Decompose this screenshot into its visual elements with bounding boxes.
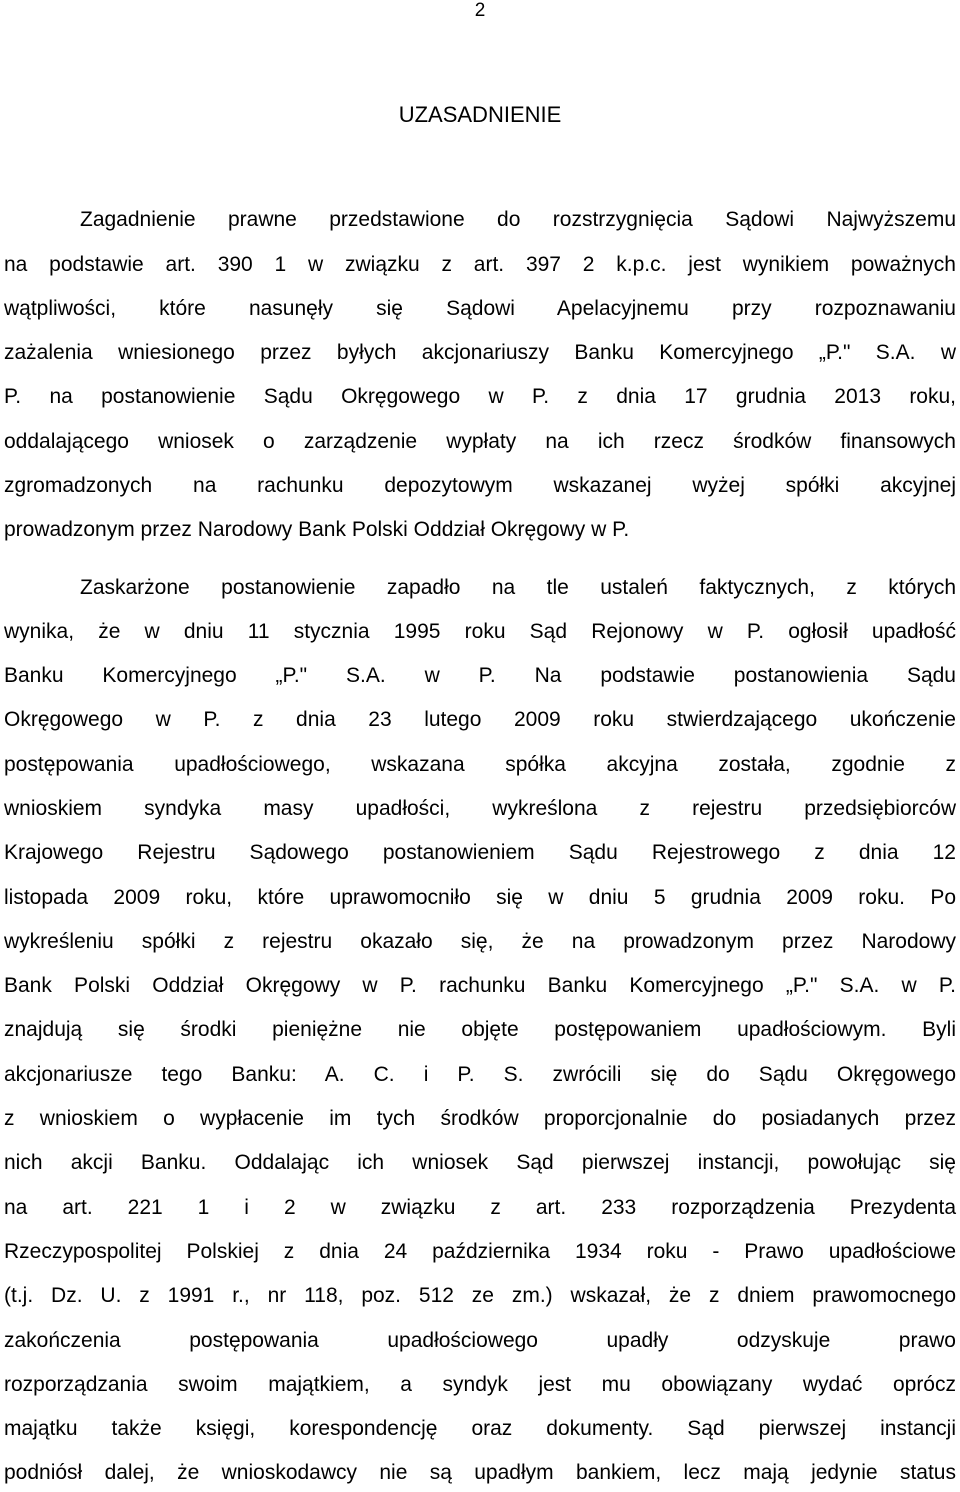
text-line: Okręgowego w P. z dnia 23 lutego 2009 roku stwierdzającego ukończenie	[4, 708, 956, 731]
text-line: na art. 221 1 i 2 w związku z art. 233 rozporządzenia Prezydenta	[4, 1196, 956, 1219]
page-number: 2	[474, 0, 486, 21]
text-line: P. na postanowienie Sądu Okręgowego w P. z dnia 17 grudnia 2013 roku,	[4, 385, 956, 408]
text-line: akcjonariusze tego Banku: A. C. i P. S. zwrócili się do Sądu Okręgowego	[4, 1063, 956, 1086]
text-line: z wnioskiem o wypłacenie im tych środków proporcjonalnie do posiadanych przez	[4, 1107, 956, 1130]
document-title: UZASADNIENIE	[398, 102, 562, 127]
text-line: Bank Polski Oddział Okręgowy w P. rachunku Banku Komercyjnego „P." S.A. w P.	[4, 974, 956, 997]
text-line: oddalającego wniosek o zarządzenie wypłaty na ich rzecz środków finansowych	[4, 430, 956, 453]
text-line: wątpliwości, które nasunęły się Sądowi Apelacyjnemu przy rozpoznawaniu	[4, 297, 956, 320]
text-line: (t.j. Dz. U. z 1991 r., nr 118, poz. 512 ze zm.) wskazał, że z dniem prawomocnego	[4, 1284, 956, 1307]
text-line: majątku także księgi, korespondencję oraz dokumenty. Sąd pierwszej instancji	[4, 1417, 956, 1440]
text-line: Zagadnienie prawne przedstawione do rozstrzygnięcia Sądowi Najwyższemu	[80, 208, 956, 231]
text-line: podniósł dalej, że wnioskodawcy nie są upadłym bankiem, lecz mają jedynie status	[4, 1461, 956, 1484]
text-line: Krajowego Rejestru Sądowego postanowieniem Sądu Rejestrowego z dnia 12	[4, 841, 956, 864]
text-line: zażalenia wniesionego przez byłych akcjonariuszy Banku Komercyjnego „P." S.A. w	[4, 341, 956, 364]
text-line: zgromadzonych na rachunku depozytowym wskazanej wyżej spółki akcyjnej	[4, 474, 956, 497]
text-line: postępowania upadłościowego, wskazana spółka akcyjna została, zgodnie z	[4, 753, 956, 776]
text-line: znajdują się środki pieniężne nie objęte postępowaniem upadłościowym. Byli	[4, 1018, 956, 1041]
text-line: Rzeczypospolitej Polskiej z dnia 24 października 1934 roku - Prawo upadłościowe	[4, 1240, 956, 1263]
text-line: zakończenia postępowania upadłościowego upadły odzyskuje prawo	[4, 1329, 956, 1352]
text-line: wynika, że w dniu 11 stycznia 1995 roku Sąd Rejonowy w P. ogłosił upadłość	[4, 620, 956, 643]
text-line: wykreśleniu spółki z rejestru okazało się, że na prowadzonym przez Narodowy	[4, 930, 956, 953]
text-line: prowadzonym przez Narodowy Bank Polski Oddział Okręgowy w P.	[4, 518, 630, 541]
text-line: nich akcji Banku. Oddalając ich wniosek Sąd pierwszej instancji, powołując się	[4, 1151, 956, 1174]
text-line: Zaskarżone postanowienie zapadło na tle ustaleń faktycznych, z których	[80, 576, 956, 599]
text-line: na podstawie art. 390 1 w związku z art. 397 2 k.p.c. jest wynikiem poważnych	[4, 253, 956, 276]
text-line: Banku Komercyjnego „P." S.A. w P. Na podstawie postanowienia Sądu	[4, 664, 956, 687]
text-line: wnioskiem syndyka masy upadłości, wykreślona z rejestru przedsiębiorców	[4, 797, 956, 820]
text-line: rozporządzania swoim majątkiem, a syndyk jest mu obowiązany wydać oprócz	[4, 1373, 956, 1396]
text-line: listopada 2009 roku, które uprawomocniło się w dniu 5 grudnia 2009 roku. Po	[4, 886, 956, 909]
